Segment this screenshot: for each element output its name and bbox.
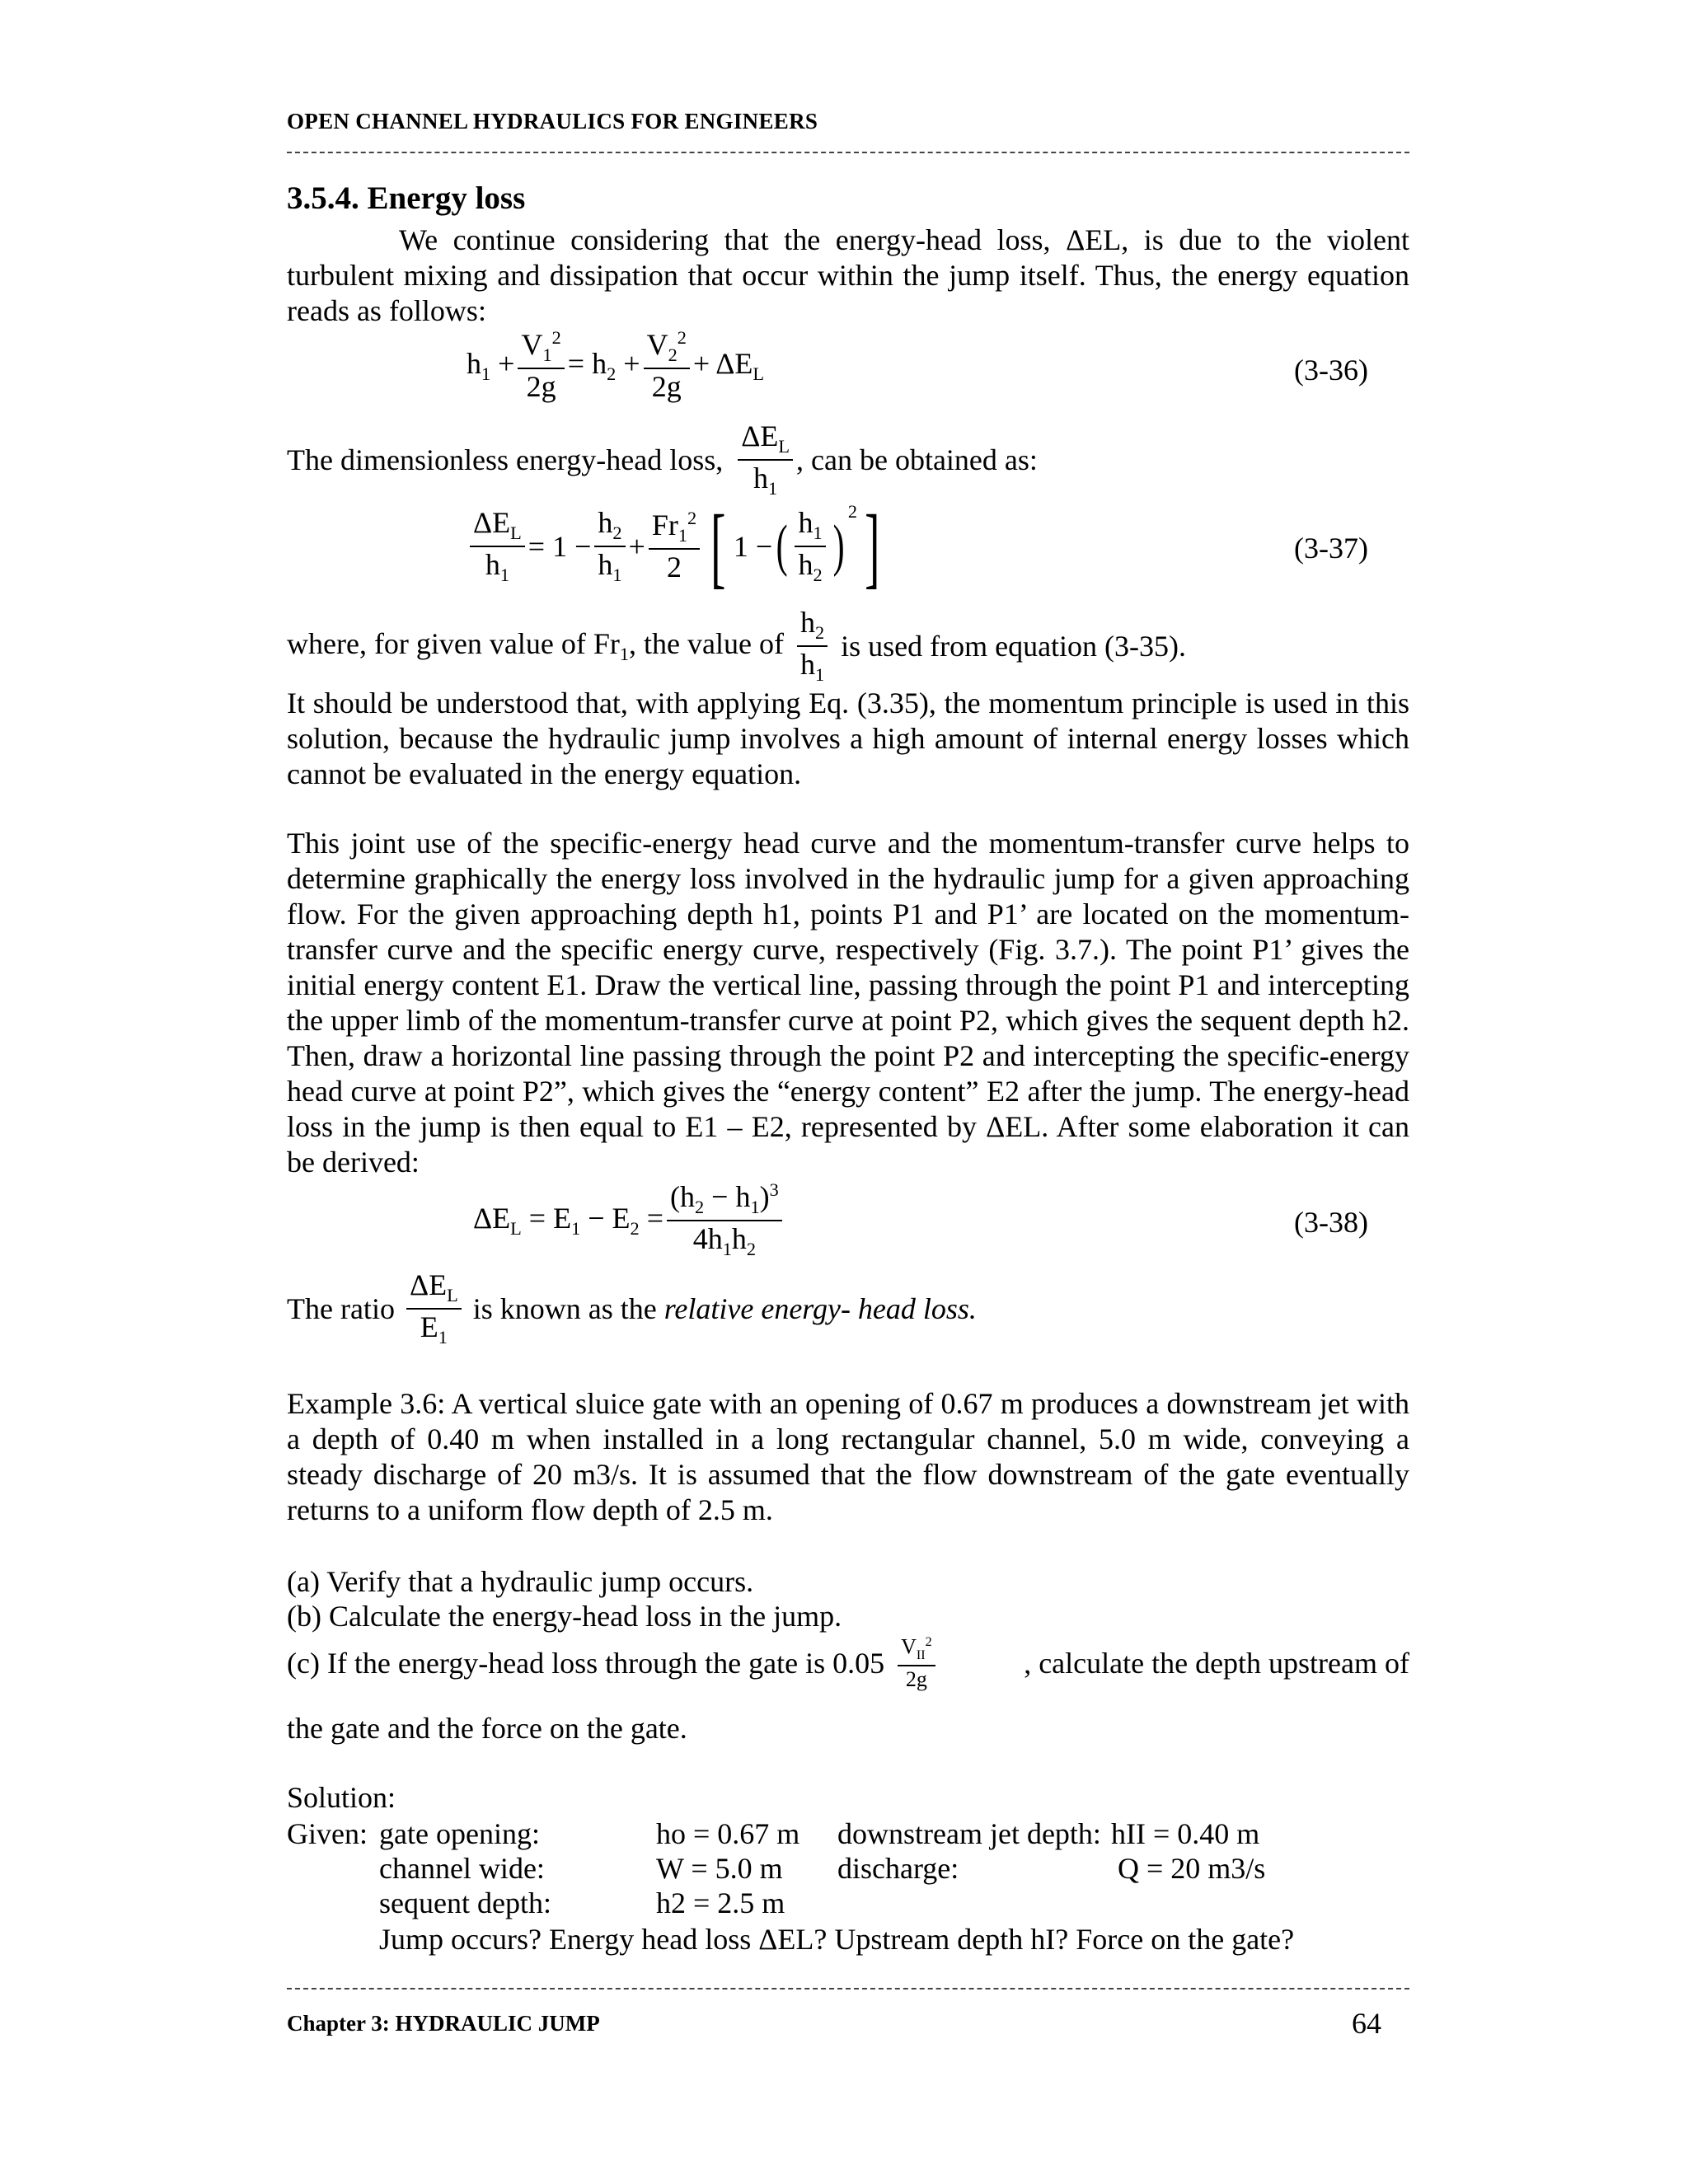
task-a: (a) Verify that a hydraulic jump occurs.: [287, 1565, 754, 1598]
paragraph-intro: We continue considering that the energy-head loss, ΔEL, is due to the violent turbulent mixing and dissipation that occur within the jump itself. Thus, the energy equation reads as follows:: [287, 223, 1409, 327]
running-header: OPEN CHANNEL HYDRAULICS FOR ENGINEERS: [287, 109, 818, 134]
example-3-6: Example 3.6: A vertical sluice gate with an opening of 0.67 m produces a downstream jet with a depth of 0.40 m when installed in a long rectangular channel, 5.0 m wide, conveying a steady discharge of 20 m3/s. It is assumed that the flow downstream of the gate eventually returns to a uniform flow depth of 2.5 m.: [287, 1387, 1409, 1526]
task-c: (c) If the energy-head loss through the gate is 0.05 $\frac{V_{II}^2}{2g}$ , calculate the depth upstream of: [287, 1634, 1409, 1691]
given-questions: Jump occurs? Energy head loss ΔEL? Upstream depth hI? Force on the gate?: [379, 1923, 1295, 1956]
given-jet-depth-label: downstream jet depth:: [837, 1817, 1101, 1850]
given-label: Given:: [287, 1817, 368, 1850]
ratio-line: The ratio $\frac{\Delta E_L}{E_1}$ is known as the relative energy- head loss.: [287, 1268, 977, 1347]
where-line: where, for given value of $Fr_1$, the value of $\frac{h_2}{h_1}$ is used from equation (3-35).: [287, 606, 1187, 685]
given-gate-opening-value: ho = 0.67 m: [656, 1817, 800, 1850]
footer-rule: [287, 1988, 1409, 1990]
solution-heading: Solution:: [287, 1781, 396, 1814]
given-gate-opening-label: gate opening:: [379, 1817, 540, 1850]
given-jet-depth-value: hII = 0.40 m: [1111, 1817, 1260, 1850]
given-channel-wide-value: W = 5.0 m: [656, 1852, 783, 1885]
section-title: 3.5.4. Energy loss: [287, 180, 526, 216]
equation-3-36: $h_1$ + $\frac{V_1^2}{2g}$ = $h_2$ + $\frac{V_2^2}{2g}$ + $\Delta E_L$: [467, 327, 764, 403]
paragraph-graphical: This joint use of the specific-energy head curve and the momentum-transfer curve helps to determine graphically the energy loss involved in the hydraulic jump for a given approaching flow. For the given approaching depth h1, points P1 and P1’ are located on the momentum-transfer curve and the specific energy curve, respectively (Fig. 3.7.). The point P1’ gives the initial energy content E1. Draw the vertical line, passing through the point P1 and intercepting the upper limb of the momentum-transfer curve at point P2, which gives the sequent depth h2. Then, draw a horizontal line passing through the point P2 and intercepting the specific-energy head curve at point P2”, which gives the “energy content” E2 after the jump. The energy-head loss in the jump is then equal to E1 – E2, represented by ΔEL. After some elaboration it can be derived:: [287, 827, 1409, 1179]
equation-3-37: $\frac{\Delta E_L}{h_1}$ = 1 − $\frac{h_2}{h_1}$ + $\frac{Fr_1^2}{2}$ [ 1 − ( $\frac{h_1}{h_2}$ ) $^2$ ]: [467, 501, 888, 592]
header-rule: [287, 152, 1409, 153]
task-c-continued: the gate and the force on the gate.: [287, 1712, 687, 1745]
given-discharge-value: Q = 20 m3/s: [1118, 1852, 1266, 1885]
equation-number-3-38: (3-38): [1294, 1206, 1368, 1239]
dimensionless-line: The dimensionless energy-head loss, $\frac{\Delta E_L}{h_1}$ , can be obtained as:: [287, 419, 1038, 499]
equation-3-38: $\Delta E_L = E_1 - E_2$ = $\frac{(h_2 - h_1)^3}{4h_1h_2}$: [473, 1180, 785, 1259]
given-channel-wide-label: channel wide:: [379, 1852, 545, 1885]
paragraph-momentum: It should be understood that, with applying Eq. (3.35), the momentum principle is used in this solution, because the hydraulic jump involves a high amount of internal energy losses which cannot be evaluated in the energy equation.: [287, 687, 1409, 790]
given-sequent-depth-label: sequent depth:: [379, 1886, 551, 1919]
given-discharge-label: discharge:: [837, 1852, 959, 1885]
given-sequent-depth-value: h2 = 2.5 m: [656, 1886, 785, 1919]
equation-number-3-36: (3-36): [1294, 354, 1368, 387]
chapter-footer: Chapter 3: HYDRAULIC JUMP: [287, 2011, 600, 2036]
page-number: 64: [1352, 2007, 1381, 2040]
task-b: (b) Calculate the energy-head loss in the jump.: [287, 1600, 842, 1633]
equation-number-3-37: (3-37): [1294, 532, 1368, 565]
